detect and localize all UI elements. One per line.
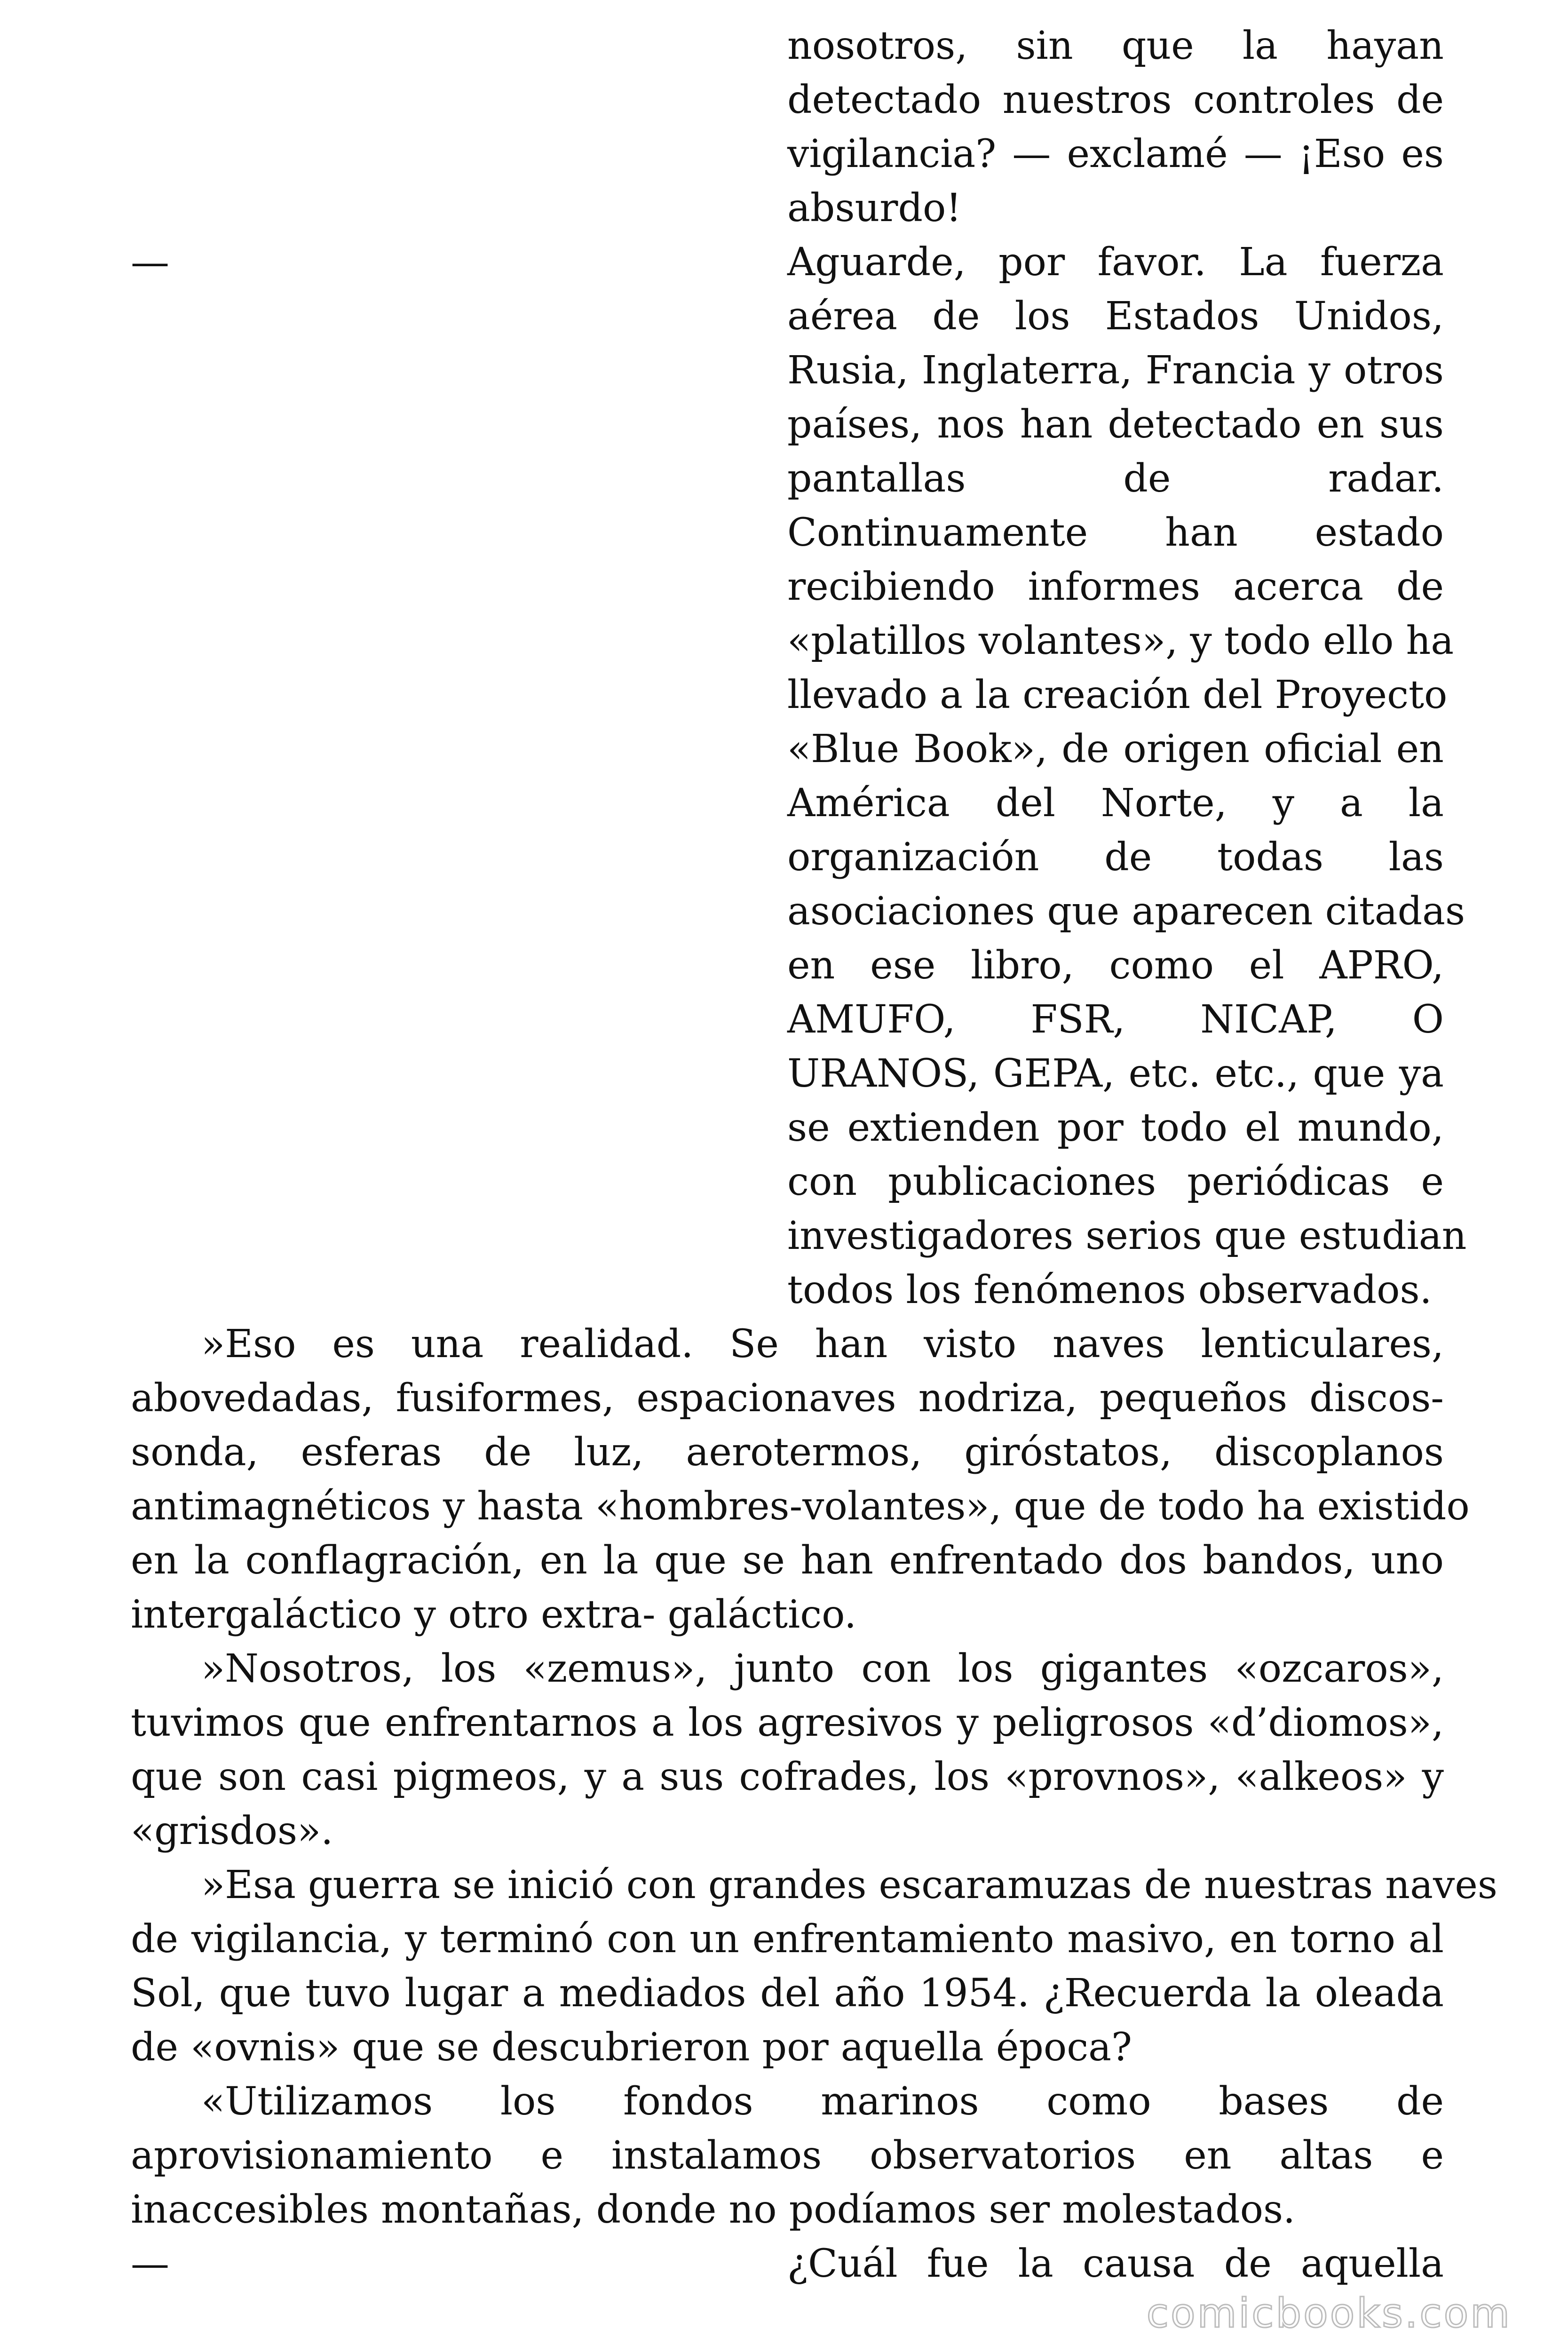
text-line: antimagnéticos y hasta «hombres-volantes», que de todo ha existido (131, 1484, 1470, 1529)
text-line: que son casi pigmeos, y a sus cofrades, los «provnos», «alkeos» y (131, 1755, 1444, 1799)
text-line: aérea de los Estados Unidos, (787, 294, 1444, 339)
text-line: »Esa guerra se inició con grandes escaramuzas de nuestras naves (201, 1863, 1497, 1907)
text-line: Rusia, Inglaterra, Francia y otros (787, 348, 1444, 393)
text-line: «grisdos». (131, 1809, 333, 1853)
text-line: »Eso es una realidad. Se han visto naves lenticulares, (201, 1322, 1444, 1367)
text-line: URANOS, GEPA, etc. etc., que ya (787, 1051, 1444, 1096)
text-line: América del Norte, y a la (787, 781, 1444, 826)
text-line: absurdo! (787, 186, 962, 230)
text-line: con publicaciones periódicas e (787, 1160, 1444, 1204)
text-line: recibiendo informes acerca de (787, 564, 1444, 609)
text-line: de «ovnis» que se descubrieron por aquella época? (131, 2025, 1132, 2070)
watermark: comicbooks.com (1146, 2290, 1512, 2337)
text-line: «Blue Book», de origen oficial en (787, 727, 1444, 771)
text-line: todos los fenómenos observados. (787, 1268, 1432, 1312)
text-line: se extienden por todo el mundo, (787, 1105, 1444, 1150)
text-line: «Utilizamos los fondos marinos como bases de (201, 2079, 1444, 2124)
text-line: llevado a la creación del Proyecto (787, 673, 1448, 717)
text-line: investigadores serios que estudian (787, 1214, 1467, 1258)
text-line: Continuamente han estado (787, 510, 1444, 555)
text-line: aprovisionamiento e instalamos observatorios en altas e (131, 2133, 1444, 2178)
dialogue-dash: — (131, 240, 169, 285)
text-line: ¿Cuál fue la causa de aquella (787, 2241, 1444, 2286)
text-line: asociaciones que aparecen citadas (787, 889, 1465, 934)
text-line: organización de todas las (787, 835, 1444, 880)
text-line: inaccesibles montañas, donde no podíamos ser molestados. (131, 2187, 1296, 2232)
text-line: AMUFO, FSR, NICAP, O (787, 997, 1444, 1042)
text-line: Aguarde, por favor. La fuerza (787, 240, 1444, 285)
text-line: vigilancia? — exclamé — ¡Eso es (787, 132, 1444, 176)
text-line: en la conflagración, en la que se han enfrentado dos bandos, uno (131, 1538, 1444, 1583)
text-line: Sol, que tuvo lugar a mediados del año 1954. ¿Recuerda la oleada (131, 1971, 1444, 2016)
text-line: nosotros, sin que la hayan (787, 24, 1444, 68)
dialogue-dash: — (131, 2241, 169, 2286)
text-line: abovedadas, fusiformes, espacionaves nodriza, pequeños discos- (131, 1376, 1444, 1421)
text-line: países, nos han detectado en sus (787, 402, 1444, 447)
text-line: «platillos volantes», y todo ello ha (787, 619, 1454, 663)
text-line: de vigilancia, y terminó con un enfrentamiento masivo, en torno al (131, 1917, 1444, 1962)
text-line: intergaláctico y otro extra- galáctico. (131, 1592, 857, 1637)
text-line: en ese libro, como el APRO, (787, 943, 1444, 988)
text-line: pantallas de radar. (787, 456, 1444, 501)
text-line: detectado nuestros controles de (787, 78, 1444, 122)
text-line: sonda, esferas de luz, aerotermos, giróstatos, discoplanos (131, 1430, 1444, 1475)
text-line: »Nosotros, los «zemus», junto con los gigantes «ozcaros», (201, 1646, 1444, 1691)
text-line: tuvimos que enfrentarnos a los agresivos y peligrosos «d’diomos», (131, 1700, 1444, 1745)
